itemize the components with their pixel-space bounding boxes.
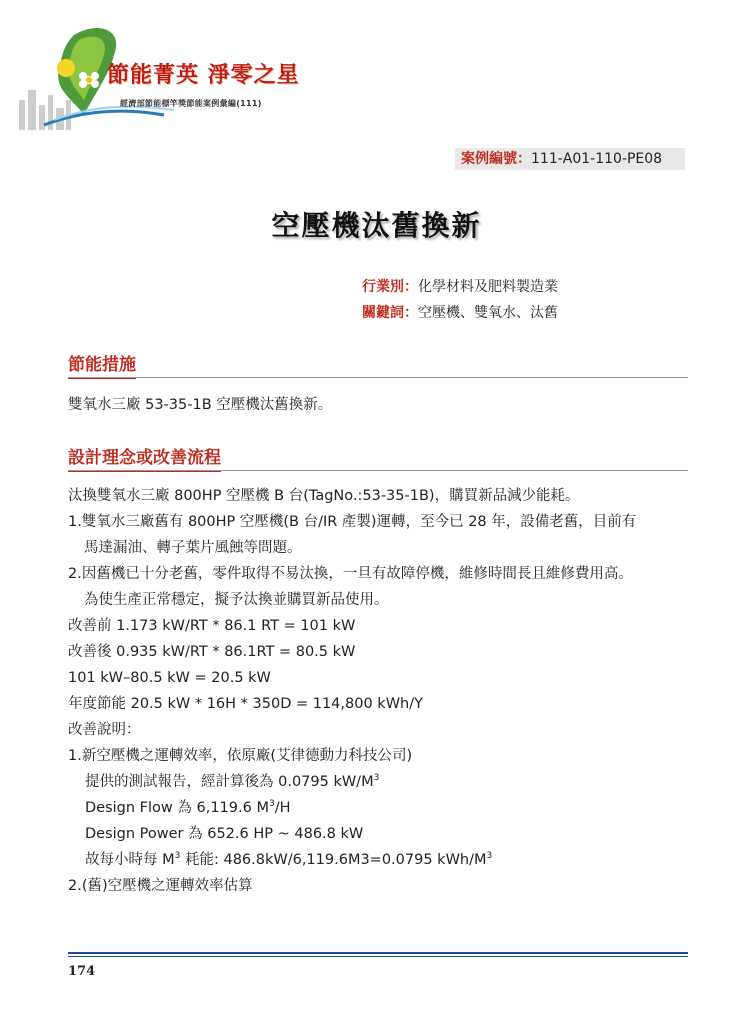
superscript: 3 [486,851,493,862]
case-number-label: 案例編號： [461,151,531,167]
industry-row [362,276,558,296]
body-line: Design Power 為 652.6 HP ~ 486.8 kW [85,826,364,842]
body-line: 汰換雙氧水三廠 800HP 空壓機 B 台(TagNo.:53-35-1B)，購買新品減少能耗。 [68,488,580,504]
section-heading-measures: 節能措施 [68,350,136,379]
footer-rule [68,952,688,954]
body-fragment: 耗能: 486.8kW/6,119.6M3=0.0795 kWh/M [180,852,487,868]
body-line: 1.新空壓機之運轉效率，依原廠(艾律德動力科技公司) [68,748,413,764]
industry-value: 化學材料及肥料製造業 [418,279,558,295]
body-fragment: 提供的測試報告，經計算後為 0.0795 kW/M [85,774,374,790]
page-number: 174 [68,964,96,979]
body-line: 馬達漏油、轉子葉片風蝕等問題。 [84,540,302,556]
body-line: 101 kW–80.5 kW = 20.5 kW [68,670,271,686]
keywords-value: 空壓機、雙氧水、汰舊 [418,305,558,321]
body-fragment: 故每小時每 M [85,852,175,868]
section-heading-design: 設計理念或改善流程 [68,443,221,472]
body-line: 改善前 1.173 kW/RT * 86.1 RT = 101 kW [68,618,356,634]
body-line: 2.(舊)空壓機之運轉效率估算 [68,878,253,894]
body-fragment: /H [274,800,291,816]
body-line: 1.雙氧水三廠舊有 800HP 空壓機(B 台/IR 產製)運轉，至今已 28 年，設備老舊，目前有 [68,514,637,530]
footer-rule [68,956,688,957]
logo-subtitle: 經濟部節能標竿獎節能案例彙編(111) [120,99,262,108]
body-line: 2.因舊機已十分老舊，零件取得不易汰換，一旦有故障停機，維修時間長且維修費用高。 [68,566,633,582]
industry-label: 行業別： [362,279,418,295]
case-number-box [455,148,685,170]
body-fragment: Design Flow 為 6,119.6 M [85,800,269,816]
superscript: 3 [373,773,380,784]
body-line [68,795,693,821]
section-divider [68,377,688,378]
section-measures-text [68,392,693,418]
superscript: 3 [268,799,275,810]
body-line: 改善說明： [68,722,141,738]
case-number-value: 111-A01-110-PE08 [531,151,663,167]
body-line: 年度節能 20.5 kW * 16H * 350D = 114,800 kWh/Y [68,696,423,712]
superscript: 3 [174,851,181,862]
body-line [68,847,693,873]
body-line: 改善後 0.935 kW/RT * 86.1RT = 80.5 kW [68,644,356,660]
body-line [68,769,693,795]
section-design-text [68,483,693,899]
keywords-label: 關鍵詞： [362,305,418,321]
body-line: 為使生產正常穩定，擬予汰換並購買新品使用。 [84,592,389,608]
measures-line: 雙氧水三廠 53-35-1B 空壓機汰舊換新。 [68,397,333,413]
keywords-row [362,302,558,322]
section-divider [68,470,688,471]
logo-title: 節能菁英 淨零之星 [107,62,300,88]
page-title: 空壓機汰舊換新 [271,209,482,242]
